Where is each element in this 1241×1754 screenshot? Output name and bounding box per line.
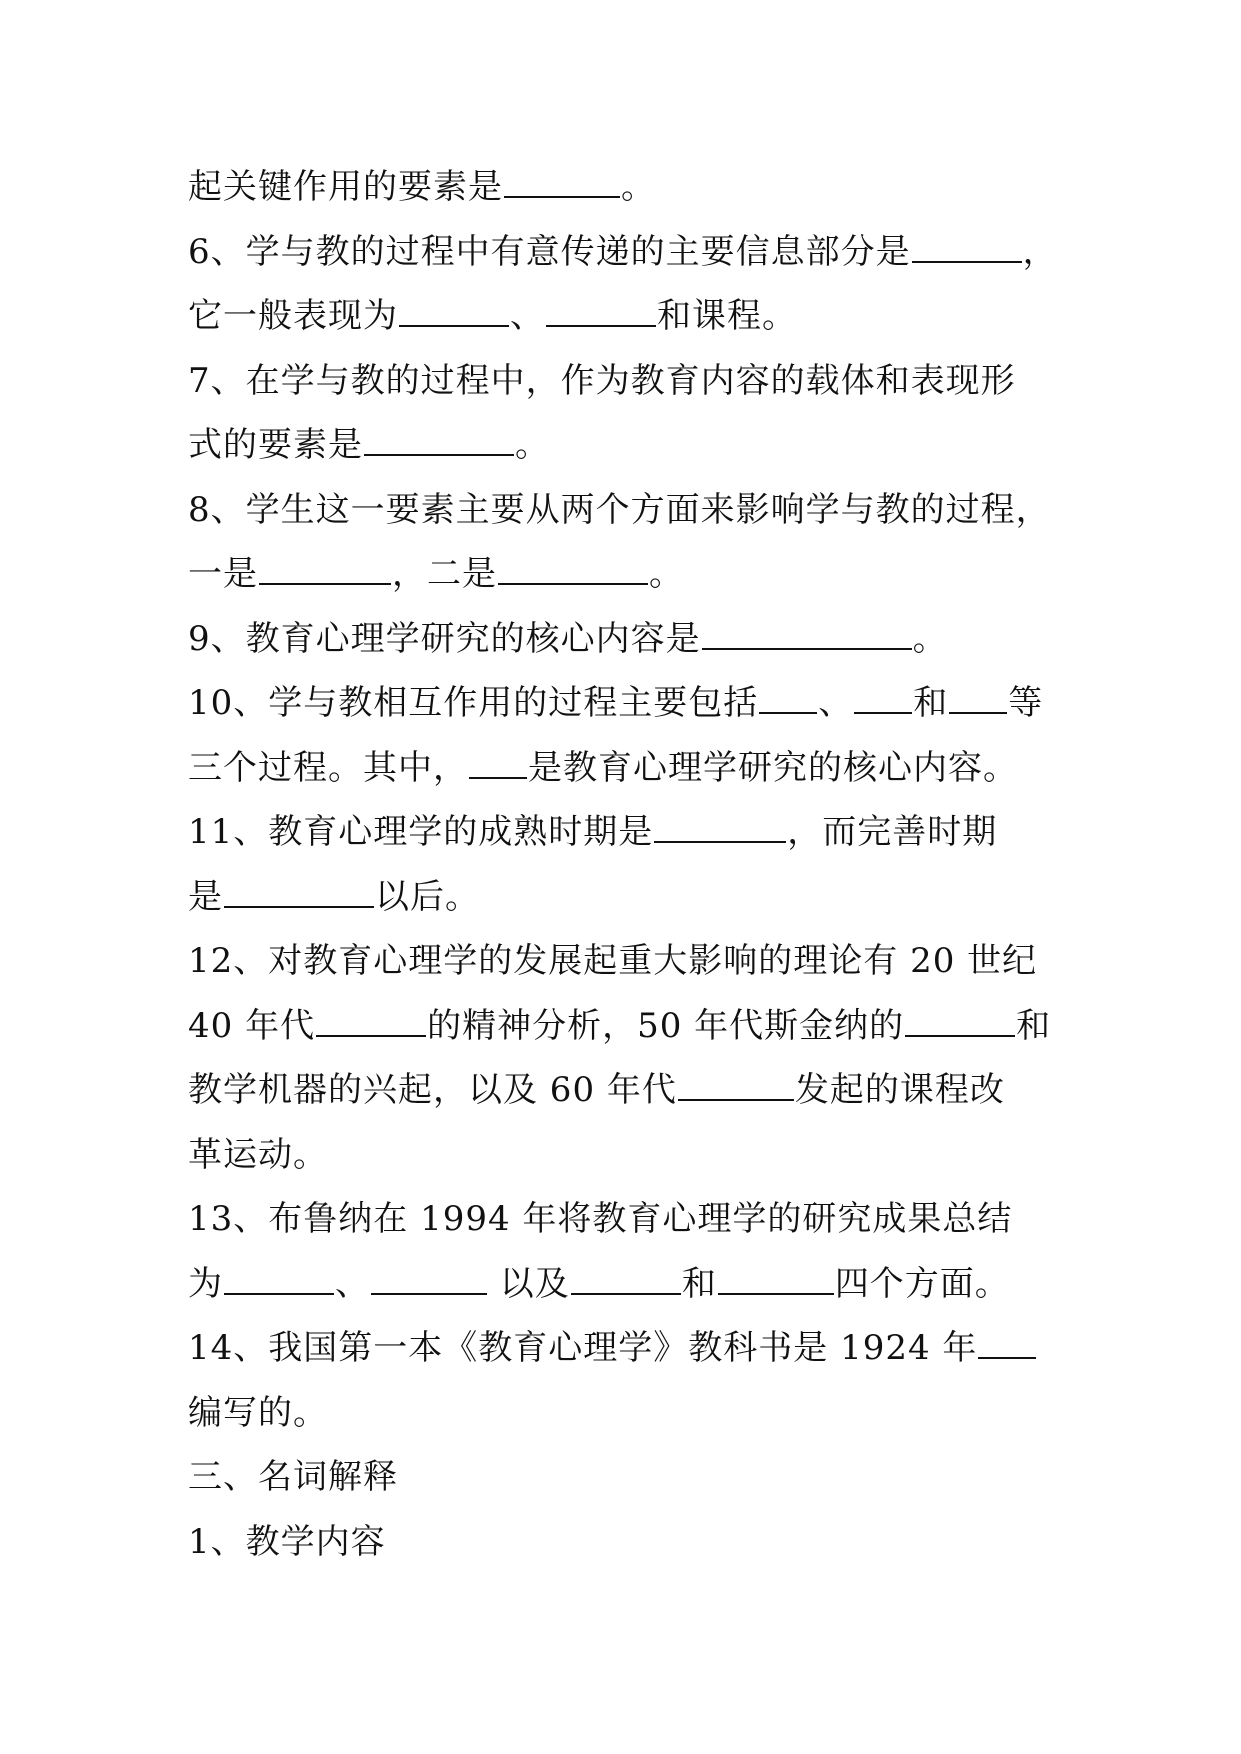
fill-blank: [978, 1327, 1036, 1359]
line-text: 发起的课程改: [794, 1070, 1005, 1110]
fill-blank: [905, 1005, 1015, 1037]
line-text: 编写的。: [188, 1392, 328, 1433]
fill-blank: [949, 682, 1007, 714]
line-text: 和: [913, 683, 949, 723]
fill-blank: [498, 553, 648, 585]
text-line: [188, 349, 1088, 414]
line-text: 等: [1008, 683, 1044, 723]
text-line: [188, 220, 1088, 285]
text-line: [188, 155, 1088, 220]
line-text: 40 年代: [188, 1005, 316, 1046]
line-text: 6、学与教的过程中有意传递的主要信息部分是: [188, 231, 911, 272]
line-text: 为: [188, 1263, 223, 1304]
fill-blank: [469, 747, 527, 779]
line-text: 革运动。: [188, 1134, 328, 1175]
line-text: 三个过程。其中，: [188, 747, 468, 788]
line-text: 。: [649, 554, 684, 594]
fill-blank: [224, 876, 374, 908]
line-text: 教学机器的兴起，以及 60 年代: [188, 1070, 677, 1110]
line-text: 和课程。: [657, 296, 797, 336]
fill-blank: [654, 811, 786, 843]
text-line: [188, 994, 1088, 1059]
line-text: 起关键作用的要素是: [188, 167, 503, 207]
line-text: 。: [621, 167, 656, 207]
line-text: 四个方面。: [834, 1263, 1010, 1304]
text-line: [188, 1381, 1088, 1446]
text-line: [188, 865, 1088, 930]
text-line: [188, 671, 1088, 736]
line-text: 。: [515, 425, 550, 465]
fill-blank: [571, 1263, 681, 1295]
line-text: 14、我国第一本《教育心理学》教科书是 1924 年: [188, 1328, 978, 1368]
fill-blank: [718, 1263, 834, 1295]
line-text: 12、对教育心理学的发展起重大影响的理论有 20 世纪: [188, 941, 1038, 981]
line-text: 9、教育心理学研究的核心内容是: [188, 618, 701, 659]
fill-blank: [854, 682, 912, 714]
line-text: 式的要素是: [188, 425, 363, 465]
fill-blank: [399, 295, 509, 327]
fill-blank: [678, 1069, 794, 1101]
fill-blank: [912, 231, 1022, 263]
line-text: 、: [818, 683, 854, 723]
text-line: [188, 284, 1088, 349]
text-line: [188, 1058, 1088, 1123]
line-text: 和: [1016, 1005, 1052, 1046]
line-text: 。: [912, 618, 948, 659]
text-line: [188, 929, 1088, 994]
text-line: [188, 607, 1088, 672]
text-line: [188, 413, 1088, 478]
text-line: [188, 1510, 1088, 1575]
fill-blank: [759, 682, 817, 714]
line-text: 8、学生这一要素主要从两个方面来影响学与教的过程，: [188, 489, 1051, 530]
fill-blank: [224, 1263, 334, 1295]
line-text: 它一般表现为: [188, 296, 398, 336]
text-line: [188, 1123, 1088, 1188]
fill-blank: [504, 166, 620, 198]
line-text: 10、学与教相互作用的过程主要包括: [188, 683, 759, 723]
fill-blank: [316, 1005, 426, 1037]
line-text: ，二是: [392, 554, 497, 594]
line-text: 三、名词解释: [188, 1457, 398, 1497]
line-text: 一是: [188, 554, 258, 594]
text-line: [188, 1316, 1088, 1381]
section-heading: [188, 1445, 1088, 1510]
line-text: 13、布鲁纳在 1994 年将教育心理学的研究成果总结: [188, 1199, 1013, 1239]
fill-blank: [702, 618, 912, 650]
line-text: 1、教学内容: [188, 1521, 386, 1562]
line-text: 以及: [488, 1263, 570, 1304]
line-text: 、: [335, 1263, 370, 1304]
fill-blank: [364, 424, 514, 456]
line-text: ，而完善时期: [787, 812, 998, 852]
fill-blank: [371, 1263, 487, 1295]
line-text: 、: [510, 296, 545, 336]
text-line: [188, 800, 1088, 865]
line-text: 是: [188, 876, 223, 917]
text-line: [188, 542, 1088, 607]
line-text: ，: [1022, 231, 1058, 272]
fill-blank: [546, 295, 656, 327]
document-body: [188, 155, 1088, 1574]
text-line: [188, 736, 1088, 801]
line-text: 7、在学与教的过程中，作为教育内容的载体和表现形: [188, 360, 1016, 401]
line-text: 11、教育心理学的成熟时期是: [188, 812, 654, 852]
text-line: [188, 1252, 1088, 1317]
text-line: [188, 1187, 1088, 1252]
line-text: 和: [681, 1263, 717, 1304]
line-text: 以后。: [375, 876, 480, 917]
text-line: [188, 478, 1088, 543]
fill-blank: [259, 553, 391, 585]
line-text: 的精神分析，50 年代斯金纳的: [427, 1005, 905, 1046]
line-text: 是教育心理学研究的核心内容。: [528, 747, 1018, 788]
